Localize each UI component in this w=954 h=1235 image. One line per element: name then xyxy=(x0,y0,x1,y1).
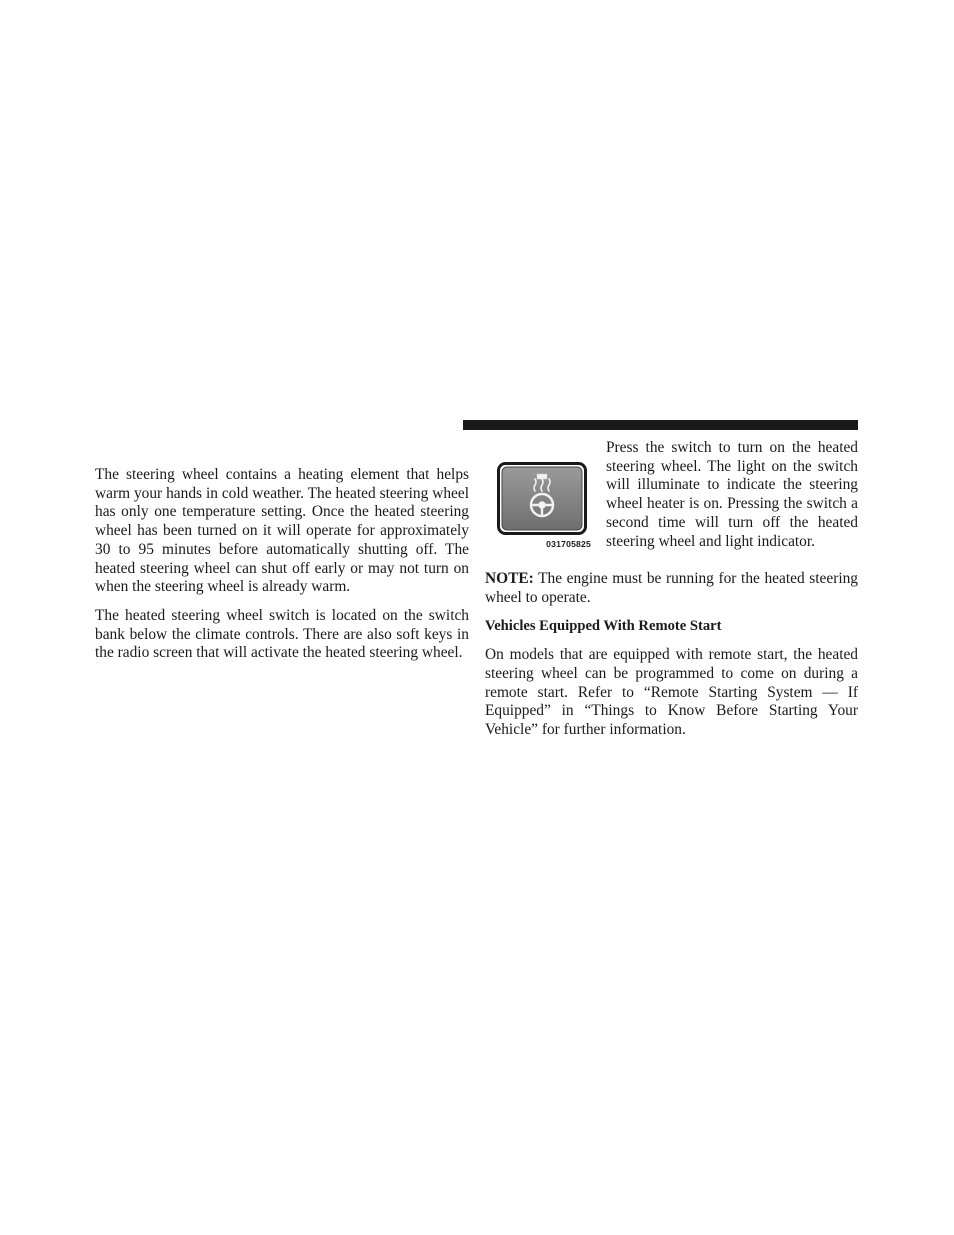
switch-operation-paragraph: Press the switch to turn on the heated steering wheel. The light on the switch will illuminate to indicate the steering wheel heater is on. Pressing the switch a second time will turn off the heated steering wheel and light indicator. xyxy=(606,439,858,550)
note-text: The engine must be running for the heated steering wheel to operate. xyxy=(485,570,858,606)
section-header-rule xyxy=(463,420,858,430)
left-column xyxy=(95,466,469,663)
right-column-body xyxy=(485,570,858,740)
intro-paragraph: The steering wheel contains a heating element that helps warm your hands in cold weather. The heated steering wheel has only one temperature setting. Once the heated steering wheel has been turned on it will operate for approximately 30 to 95 minutes before automatically shutting off. The heated steering wheel can shut off early or may not turn on when the steering wheel is already warm. xyxy=(95,466,469,596)
note-label: NOTE: xyxy=(485,570,534,587)
heated-steering-wheel-switch-figure xyxy=(497,462,591,552)
figure-code: 031705825 xyxy=(546,539,591,549)
switch-operation-text xyxy=(606,439,858,551)
note-paragraph xyxy=(485,570,858,607)
heated-steering-wheel-switch-icon xyxy=(497,462,591,536)
remote-start-heading: Vehicles Equipped With Remote Start xyxy=(485,618,722,635)
switch-location-paragraph: The heated steering wheel switch is located on the switch bank below the climate controls. There are also soft keys in the radio screen that will activate the heated steering wheel. xyxy=(95,606,469,662)
remote-start-paragraph: On models that are equipped with remote start, the heated steering wheel can be programmed to come on during a remote start. Refer to “Remote Starting System — If Equipped” in “Things to Know Before Starting Your Vehicle” for further information. xyxy=(485,646,858,738)
